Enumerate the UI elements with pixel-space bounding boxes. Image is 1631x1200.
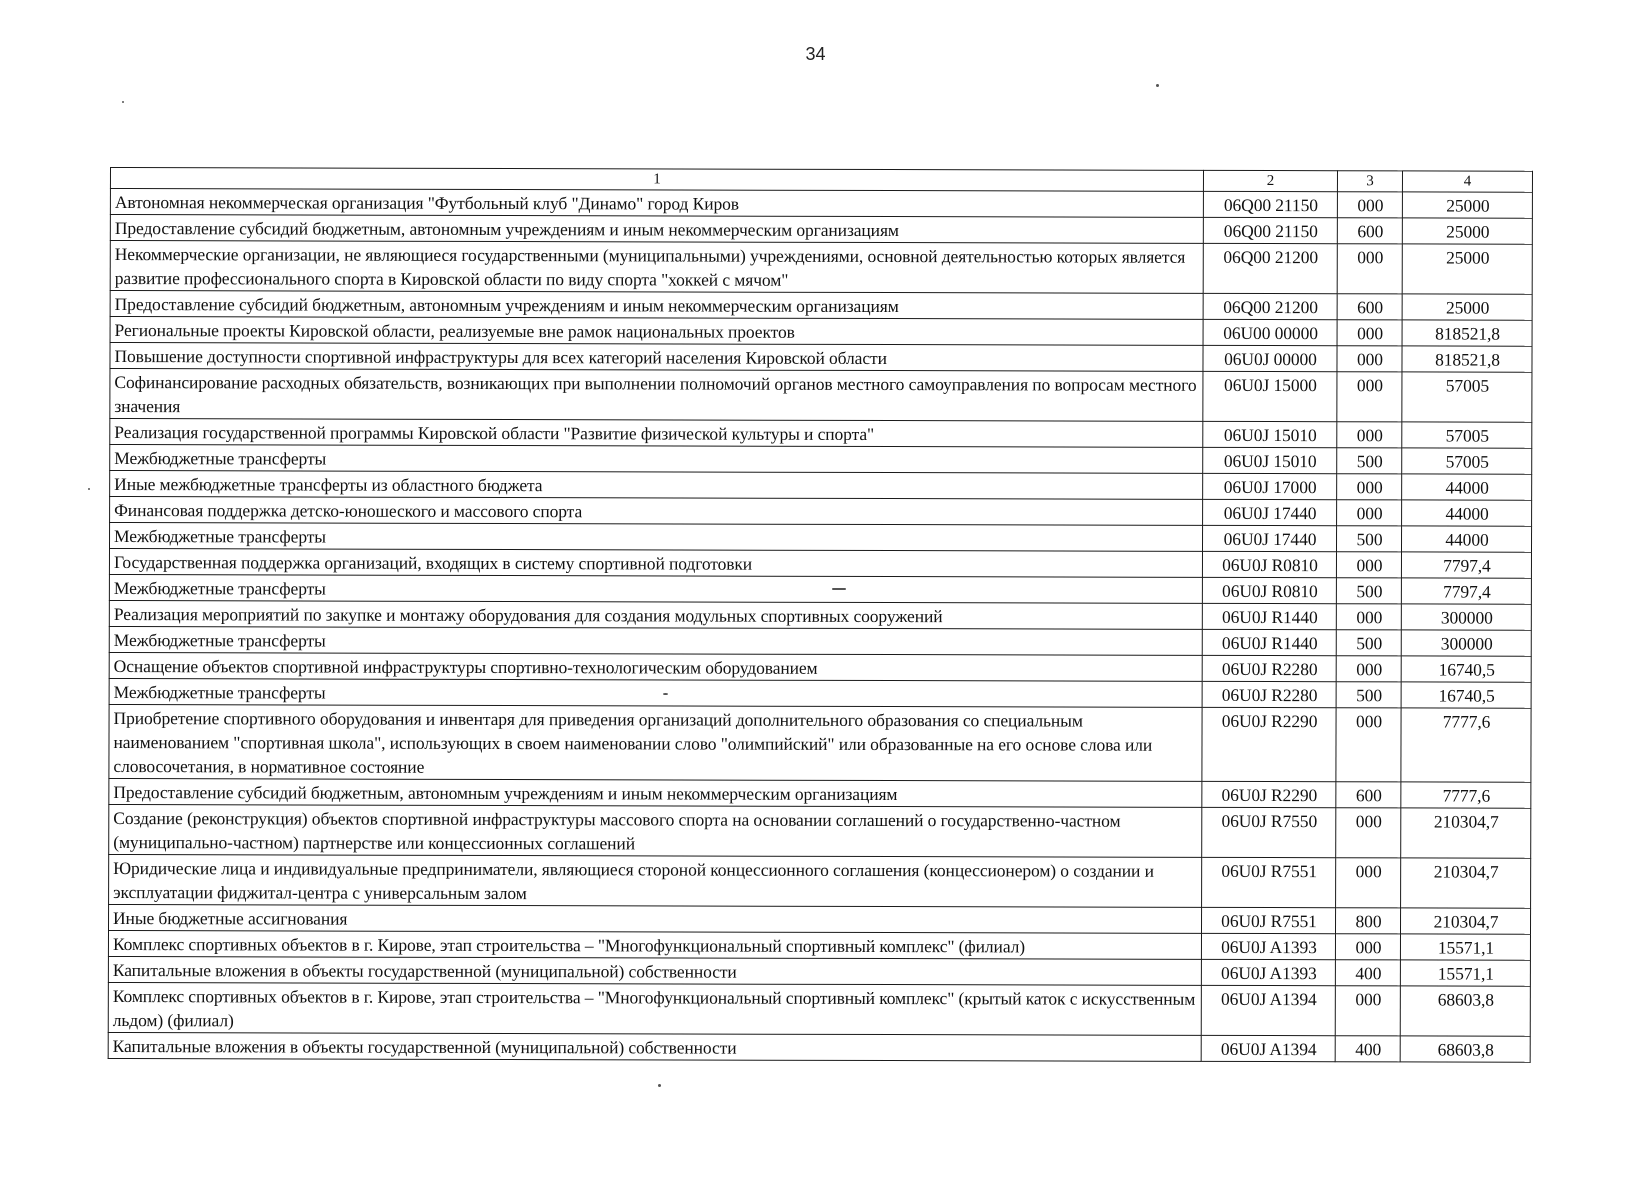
row-name-cell: Финансовая поддержка детско-юношеского и массового спорта <box>110 497 1203 526</box>
scan-speck <box>88 488 90 490</box>
scan-speck <box>1156 84 1159 87</box>
row-name-cell: Реализация государственной программы Кировской области "Развитие физической культуры и спорта" <box>110 419 1203 448</box>
row-amount-cell: 57005 <box>1402 372 1532 422</box>
row-type-cell: 000 <box>1336 604 1401 630</box>
row-code-cell: 06U0J 00000 <box>1203 345 1337 371</box>
row-name-cell: Межбюджетные трансферты <box>109 626 1202 655</box>
row-code-cell: 06U0J R2280 <box>1202 681 1336 707</box>
table-row <box>109 549 1531 579</box>
table-row <box>110 497 1532 527</box>
row-code-cell: 06Q00 21150 <box>1203 191 1337 217</box>
row-type-cell: 500 <box>1337 448 1402 474</box>
page-number: 34 <box>805 44 826 64</box>
table-row <box>109 626 1531 656</box>
row-amount-cell: 210304,7 <box>1400 908 1530 934</box>
row-code-cell: 06Q00 21150 <box>1203 217 1337 243</box>
row-amount-cell: 44000 <box>1402 500 1532 526</box>
row-type-cell: 000 <box>1337 474 1402 500</box>
row-name-cell: Предоставление субсидий бюджетным, автономным учреждениям и иным некоммерческим организациям <box>110 291 1203 320</box>
row-name-cell: Межбюджетные трансферты <box>109 678 1202 707</box>
row-type-cell: 000 <box>1335 986 1400 1036</box>
row-name-cell: Повышение доступности спортивной инфраструктуры для всех категорий населения Кировской области <box>110 343 1203 372</box>
row-code-cell: 06Q00 21200 <box>1203 293 1337 319</box>
row-code-cell: 06U0J A1393 <box>1201 933 1335 959</box>
row-amount-cell: 7777,6 <box>1401 708 1531 782</box>
row-name-cell: Приобретение спортивного оборудования и инвентаря для приведения организаций дополнительного образования со специальным наименованием "спортивная школа", использующих в своем наименовании слово "олимпийский" или образованные на его основе слова или словосочетания, в нормативное состояние <box>109 704 1202 781</box>
row-code-cell: 06U0J 17440 <box>1202 525 1336 551</box>
table-row <box>110 215 1532 245</box>
table-row <box>108 1032 1530 1062</box>
row-name-cell: Создание (реконструкция) объектов спортивной инфраструктуры массового спорта на основании соглашений о государственно-частном (муниципально-частном) партнерстве или концессионных соглашений <box>109 804 1202 857</box>
row-type-cell: 400 <box>1335 960 1400 986</box>
header-col-3: 3 <box>1337 171 1402 192</box>
row-type-cell: 000 <box>1337 422 1402 448</box>
row-amount-cell: 25000 <box>1402 294 1532 320</box>
row-code-cell: 06U0J R0810 <box>1202 551 1336 577</box>
row-amount-cell: 210304,7 <box>1401 808 1531 858</box>
row-amount-cell: 300000 <box>1401 630 1531 656</box>
table-row <box>108 982 1530 1036</box>
table-row <box>109 778 1531 808</box>
table-row <box>110 445 1532 475</box>
row-name-cell: Иные бюджетные ассигнования <box>109 904 1202 933</box>
row-code-cell: 06U0J A1394 <box>1201 1035 1335 1061</box>
row-code-cell: 06U0J R7550 <box>1202 807 1336 857</box>
row-amount-cell: 818521,8 <box>1402 320 1532 346</box>
row-code-cell: 06U0J R1440 <box>1202 603 1336 629</box>
row-code-cell: 06Q00 21200 <box>1203 243 1337 293</box>
row-code-cell: 06U0J 15010 <box>1203 447 1337 473</box>
row-type-cell: 500 <box>1336 578 1401 604</box>
row-amount-cell: 818521,8 <box>1402 346 1532 372</box>
table-row <box>110 523 1532 553</box>
row-type-cell: 000 <box>1337 500 1402 526</box>
row-amount-cell: 44000 <box>1401 526 1531 552</box>
row-name-cell: Софинансирование расходных обязательств, возникающих при выполнении полномочий органов местного самоуправления по вопросам местного значения <box>110 369 1203 422</box>
table-row <box>109 804 1531 858</box>
row-type-cell: 500 <box>1336 682 1401 708</box>
table-row <box>109 704 1531 782</box>
table-row <box>109 574 1531 604</box>
table-row <box>110 189 1532 219</box>
row-name-cell: Межбюджетные трансферты <box>109 574 1202 603</box>
row-amount-cell: 300000 <box>1401 604 1531 630</box>
row-amount-cell: 25000 <box>1402 244 1532 294</box>
header-col-4: 4 <box>1402 171 1532 192</box>
table-row <box>110 369 1532 423</box>
row-type-cell: 000 <box>1336 708 1401 782</box>
row-amount-cell: 57005 <box>1402 422 1532 448</box>
row-type-cell: 800 <box>1335 908 1400 934</box>
row-name-cell: Иные межбюджетные трансферты из областного бюджета <box>110 471 1203 500</box>
row-code-cell: 06U0J R7551 <box>1202 857 1336 907</box>
row-amount-cell: 7797,4 <box>1401 578 1531 604</box>
table-row <box>109 600 1531 630</box>
row-type-cell: 500 <box>1336 526 1401 552</box>
table-row <box>108 956 1530 986</box>
row-amount-cell: 68603,8 <box>1400 986 1530 1036</box>
row-amount-cell: 25000 <box>1402 218 1532 244</box>
row-type-cell: 600 <box>1337 294 1402 320</box>
row-type-cell: 400 <box>1335 1036 1400 1062</box>
row-amount-cell: 210304,7 <box>1401 858 1531 908</box>
table-row <box>110 291 1532 321</box>
row-code-cell: 06U0J R2280 <box>1202 655 1336 681</box>
row-amount-cell: 7797,4 <box>1401 552 1531 578</box>
row-amount-cell: 44000 <box>1402 474 1532 500</box>
row-name-cell: Оснащение объектов спортивной инфраструктуры спортивно-технологическим оборудованием <box>109 652 1202 681</box>
row-name-cell: Капитальные вложения в объекты государственной (муниципальной) собственности <box>108 1032 1201 1061</box>
row-type-cell: 600 <box>1336 782 1401 808</box>
scan-speck <box>663 693 668 695</box>
scan-speck <box>658 1084 661 1087</box>
table-row <box>110 343 1532 373</box>
table-row <box>109 678 1531 708</box>
row-name-cell: Предоставление субсидий бюджетным, автономным учреждениям и иным некоммерческим организациям <box>110 215 1203 244</box>
row-amount-cell: 68603,8 <box>1400 1036 1530 1062</box>
row-type-cell: 000 <box>1336 808 1401 858</box>
row-type-cell: 000 <box>1335 934 1400 960</box>
row-type-cell: 000 <box>1337 244 1402 294</box>
row-code-cell: 06U0J R7551 <box>1201 907 1335 933</box>
row-code-cell: 06U0J A1394 <box>1201 985 1335 1035</box>
row-type-cell: 000 <box>1336 858 1401 908</box>
row-type-cell: 600 <box>1337 218 1402 244</box>
budget-table <box>108 167 1533 1063</box>
row-name-cell: Капитальные вложения в объекты государственной (муниципальной) собственности <box>108 956 1201 985</box>
table-row <box>110 471 1532 501</box>
table-row <box>109 904 1531 934</box>
table-row <box>109 854 1531 908</box>
row-amount-cell: 25000 <box>1402 192 1532 218</box>
row-name-cell: Реализация мероприятий по закупке и монтажу оборудования для создания модульных спортивных сооружений <box>109 600 1202 629</box>
row-amount-cell: 16740,5 <box>1401 656 1531 682</box>
row-amount-cell: 15571,1 <box>1400 960 1530 986</box>
row-amount-cell: 57005 <box>1402 448 1532 474</box>
row-code-cell: 06U0J 15000 <box>1203 371 1337 421</box>
row-code-cell: 06U0J R2290 <box>1202 707 1336 781</box>
row-name-cell: Автономная некоммерческая организация "Футбольный клуб "Динамо" город Киров <box>110 189 1203 218</box>
row-type-cell: 000 <box>1336 656 1401 682</box>
row-name-cell: Межбюджетные трансферты <box>110 523 1203 552</box>
row-name-cell: Предоставление субсидий бюджетным, автономным учреждениям и иным некоммерческим организациям <box>109 778 1202 807</box>
row-code-cell: 06U0J R0810 <box>1202 577 1336 603</box>
header-col-1: 1 <box>110 168 1203 192</box>
row-type-cell: 000 <box>1337 192 1402 218</box>
row-amount-cell: 7777,6 <box>1401 782 1531 808</box>
scan-speck <box>122 101 124 103</box>
row-amount-cell: 15571,1 <box>1400 934 1530 960</box>
row-type-cell: 000 <box>1336 552 1401 578</box>
row-type-cell: 000 <box>1337 372 1402 422</box>
row-code-cell: 06U0J R1440 <box>1202 629 1336 655</box>
table-row <box>108 930 1530 960</box>
row-amount-cell: 16740,5 <box>1401 682 1531 708</box>
row-type-cell: 500 <box>1336 630 1401 656</box>
row-code-cell: 06U0J 17000 <box>1203 473 1337 499</box>
row-code-cell: 06U0J A1393 <box>1201 959 1335 985</box>
row-name-cell: Комплекс спортивных объектов в г. Кирове, этап строительства – "Многофункциональный спортивный комплекс" (филиал) <box>108 930 1201 959</box>
row-name-cell: Региональные проекты Кировской области, реализуемые вне рамок национальных проектов <box>110 317 1203 346</box>
row-type-cell: 000 <box>1337 346 1402 372</box>
row-name-cell: Некоммерческие организации, не являющиеся государственными (муниципальными) учреждениями, основной деятельностью которых является развитие профессионального спорта в Кировской области по виду спорта "хоккей с мячом" <box>110 241 1203 294</box>
row-code-cell: 06U0J 15010 <box>1203 421 1337 447</box>
row-type-cell: 000 <box>1337 320 1402 346</box>
row-code-cell: 06U0J R2290 <box>1202 781 1336 807</box>
row-name-cell: Комплекс спортивных объектов в г. Кирове, этап строительства – "Многофункциональный спортивный комплекс" (крытый каток с искусственным льдом) (филиал) <box>108 982 1201 1035</box>
table-row <box>110 419 1532 449</box>
row-name-cell: Межбюджетные трансферты <box>110 445 1203 474</box>
scan-speck <box>832 588 846 590</box>
row-name-cell: Государственная поддержка организаций, входящих в систему спортивной подготовки <box>109 549 1202 578</box>
row-name-cell: Юридические лица и индивидуальные предприниматели, являющиеся стороной концессионного соглашения (концессионером) о создании и эксплуатации фиджитал-центра с универсальным залом <box>109 854 1202 907</box>
table-row <box>110 317 1532 347</box>
header-col-2: 2 <box>1203 170 1337 191</box>
table-body <box>108 168 1532 1063</box>
table-row <box>110 241 1532 295</box>
table-row <box>109 652 1531 682</box>
row-code-cell: 06U00 00000 <box>1203 319 1337 345</box>
row-code-cell: 06U0J 17440 <box>1203 499 1337 525</box>
